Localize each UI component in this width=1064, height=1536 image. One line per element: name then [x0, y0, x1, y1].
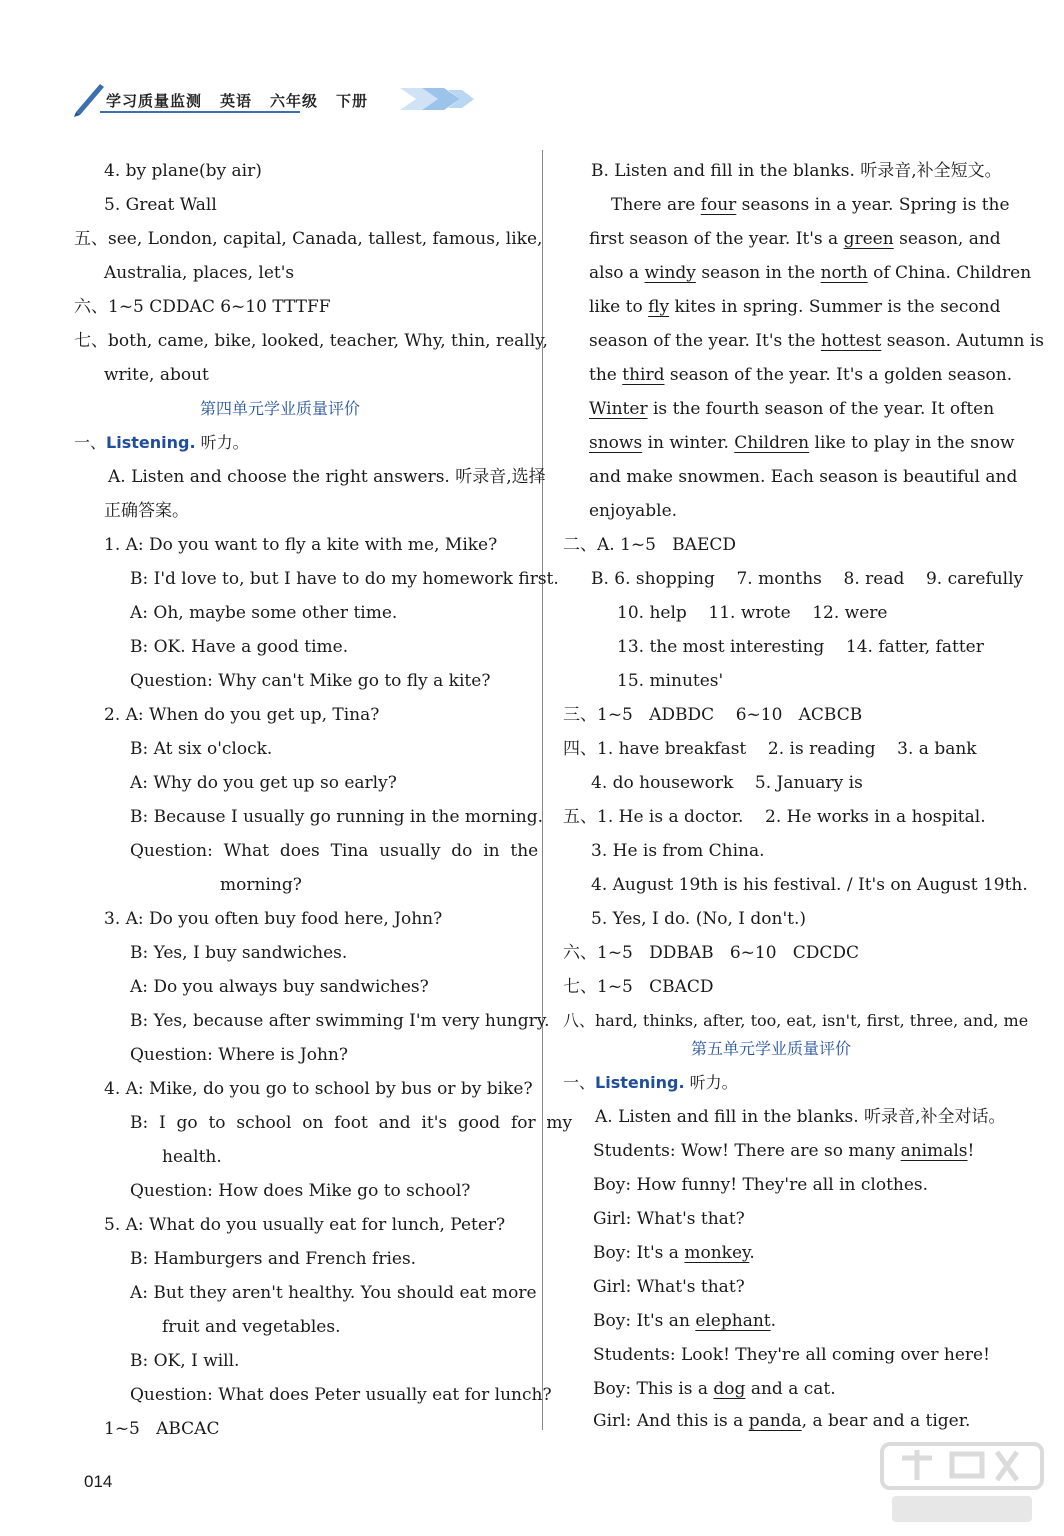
answer-line: B. 6. shopping 7. months 8. read 9. carefully [591, 569, 1024, 589]
text: Boy: This is a [593, 1379, 714, 1399]
question-line: Question: Where is John? [130, 1045, 348, 1065]
passage-line: enjoyable. [589, 501, 678, 521]
dialogue-line: Girl: What's that? [593, 1209, 745, 1229]
text: kites in spring. Summer is the second [669, 297, 1001, 317]
dialogue-line: B: OK, I will. [130, 1351, 240, 1371]
passage-line [589, 227, 1001, 251]
passage-line [589, 295, 1000, 319]
blank-answer: four [700, 195, 737, 215]
answer-line: 10. help 11. wrote 12. were [617, 603, 888, 623]
text: in winter. [642, 433, 735, 453]
answer-line: 4. August 19th is his festival. / It's on August 19th. [591, 875, 1028, 895]
text: also a [589, 263, 645, 283]
passage-line [589, 363, 1012, 387]
section-heading-unit4: 第四单元学业质量评价 [200, 399, 361, 418]
blank-answer: snows [589, 433, 643, 453]
question-line: Question: What does Peter usually eat for lunch? [130, 1385, 552, 1405]
blank-answer: elephant [695, 1311, 771, 1331]
listening-heading [74, 431, 249, 455]
page-header [70, 78, 490, 118]
answer-line: 5. Great Wall [104, 195, 217, 215]
answer-line: 4. do housework 5. January is [591, 773, 863, 793]
text: like to play in the snow [809, 433, 1015, 453]
dialogue-line: 2. A: When do you get up, Tina? [104, 705, 380, 725]
answer-line: 五、see, London, capital, Canada, tallest, famous, like, [74, 229, 543, 249]
passage-line [589, 397, 994, 421]
text: season. Autumn is [881, 331, 1045, 351]
passage-line [589, 329, 1044, 353]
chevron-arrows-icon [400, 84, 480, 114]
question-line: morning? [220, 875, 302, 895]
answer-line: 1~5 ABCAC [104, 1419, 220, 1439]
dialogue-line: A: Why do you get up so early? [130, 773, 397, 793]
blank-answer: animals [900, 1141, 968, 1161]
dialogue-line: B: At six o'clock. [130, 739, 273, 759]
blank-answer: Children [734, 433, 810, 453]
dialogue-line: A: Do you always buy sandwiches? [130, 977, 429, 997]
answer-line: Australia, places, let's [104, 263, 295, 283]
dialogue-line: B: I'd love to, but I have to do my homework first. [130, 569, 559, 589]
dialogue-line: B: Because I usually go running in the morning. [130, 807, 544, 827]
dialogue-line: B: OK. Have a good time. [130, 637, 349, 657]
text: Boy: It's an [593, 1311, 696, 1331]
dialogue-line: fruit and vegetables. [162, 1317, 341, 1337]
dialogue-line: B: Hamburgers and French fries. [130, 1249, 417, 1269]
dialogue-line: health. [162, 1147, 222, 1167]
dialogue-line [593, 1241, 755, 1265]
blank-answer: windy [644, 263, 696, 283]
text: the [589, 365, 623, 385]
listening-heading [563, 1071, 738, 1095]
text: . [770, 1311, 777, 1331]
text: of China. Children [867, 263, 1032, 283]
header-subject: 英语 [220, 92, 253, 110]
answer-line: 五、1. He is a doctor. 2. He works in a hospital. [563, 807, 986, 827]
text: first season of the year. It's a [589, 229, 844, 249]
dialogue-line [593, 1377, 836, 1401]
header-series: 学习质量监测 [106, 92, 203, 110]
dialogue-line: B: Yes, because after swimming I'm very hungry. [130, 1011, 550, 1031]
dialogue-line [593, 1309, 776, 1333]
blank-answer: hottest [820, 331, 882, 351]
text: season of the year. It's the [589, 331, 821, 351]
header-volume: 下册 [336, 92, 369, 110]
answer-line: 3. He is from China. [591, 841, 765, 861]
text: season of the year. It's a golden season. [664, 365, 1013, 385]
question-line: Question: How does Mike go to school? [130, 1181, 471, 1201]
text: Boy: It's a [593, 1243, 685, 1263]
text: Girl: And this is a [593, 1411, 749, 1431]
passage-line [589, 261, 1031, 285]
heading-label: Listening. [595, 1073, 685, 1092]
header-title [106, 90, 386, 111]
text: There are [611, 195, 701, 215]
answer-line: 四、1. have breakfast 2. is reading 3. a bank [563, 739, 977, 759]
answer-line: 六、1~5 CDDAC 6~10 TTTFF [74, 297, 331, 317]
answer-line: 5. Yes, I do. (No, I don't.) [591, 909, 806, 929]
text: season, and [893, 229, 1001, 249]
question-line: Question: Why can't Mike go to fly a kite? [130, 671, 491, 691]
heading-number: 一、 [74, 433, 107, 452]
blank-answer: fly [648, 297, 670, 317]
text: . [749, 1243, 755, 1263]
text: Students: Wow! There are so many [593, 1141, 901, 1161]
passage-line [589, 431, 1015, 455]
text: ! [967, 1141, 975, 1161]
answer-line: 八、hard, thinks, after, too, eat, isn't, first, three, and, me [563, 1011, 1029, 1030]
blank-answer: green [843, 229, 894, 249]
passage-line [611, 193, 1010, 217]
header-grade: 六年级 [270, 92, 319, 110]
dialogue-line: Students: Look! They're all coming over here! [593, 1345, 990, 1365]
instruction-line: A. Listen and choose the right answers. 听录音,选择 [108, 467, 546, 487]
text: , a bear and a tiger. [801, 1411, 971, 1431]
dialogue-line: 5. A: What do you usually eat for lunch, Peter? [104, 1215, 506, 1235]
section-heading-unit5: 第五单元学业质量评价 [691, 1039, 852, 1058]
answer-line: 13. the most interesting 14. fatter, fatter [617, 637, 984, 657]
header-rule [100, 111, 300, 113]
dialogue-line: Girl: What's that? [593, 1277, 745, 1297]
text: and a cat. [745, 1379, 836, 1399]
passage-line: and make snowmen. Each season is beautiful and [589, 467, 1018, 487]
dialogue-line: 4. A: Mike, do you go to school by bus or by bike? [104, 1079, 533, 1099]
answer-line: 4. by plane(by air) [104, 161, 262, 181]
blank-answer: panda [748, 1411, 802, 1431]
text: like to [589, 297, 649, 317]
answer-line: 二、A. 1~5 BAECD [563, 535, 736, 555]
dialogue-line: B: I go to school on foot and it's good for my [130, 1113, 573, 1133]
dialogue-line: Boy: How funny! They're all in clothes. [593, 1175, 929, 1195]
blank-answer: monkey [684, 1243, 750, 1263]
blank-answer: north [820, 263, 868, 283]
instruction-line: 正确答案。 [104, 501, 189, 521]
watermark-logo [872, 1438, 1052, 1528]
dialogue-line: A: Oh, maybe some other time. [130, 603, 398, 623]
answer-line: write, about [104, 365, 209, 385]
answer-line: 七、both, came, bike, looked, teacher, Why, thin, really, [74, 331, 548, 351]
dialogue-line: B: Yes, I buy sandwiches. [130, 943, 348, 963]
heading-number: 一、 [563, 1073, 596, 1092]
text: is the fourth season of the year. It often [647, 399, 995, 419]
heading-cn: 听力。 [195, 433, 249, 452]
page-number: 014 [84, 1472, 113, 1491]
dialogue-line: 3. A: Do you often buy food here, John? [104, 909, 443, 929]
dialogue-line: A: But they aren't healthy. You should eat more [130, 1283, 537, 1303]
instruction-line: A. Listen and fill in the blanks. 听录音,补全对话。 [595, 1107, 1006, 1127]
blank-answer: third [622, 365, 665, 385]
instruction-line: B. Listen and fill in the blanks. 听录音,补全短文。 [591, 161, 1002, 181]
answer-line: 六、1~5 DDBAB 6~10 CDCDC [563, 943, 860, 963]
text: season in the [695, 263, 821, 283]
heading-cn: 听力。 [684, 1073, 738, 1092]
blank-answer: Winter [589, 399, 648, 419]
dialogue-line: 1. A: Do you want to fly a kite with me, Mike? [104, 535, 498, 555]
dialogue-line [593, 1409, 970, 1433]
answer-line: 15. minutes' [617, 671, 724, 691]
heading-label: Listening. [106, 433, 196, 452]
text: seasons in a year. Spring is the [736, 195, 1010, 215]
dialogue-line [593, 1139, 974, 1163]
blank-answer: dog [713, 1379, 746, 1399]
question-line: Question: What does Tina usually do in the [130, 841, 539, 861]
answer-line: 七、1~5 CBACD [563, 977, 714, 997]
answer-line: 三、1~5 ADBDC 6~10 ACBCB [563, 705, 863, 725]
